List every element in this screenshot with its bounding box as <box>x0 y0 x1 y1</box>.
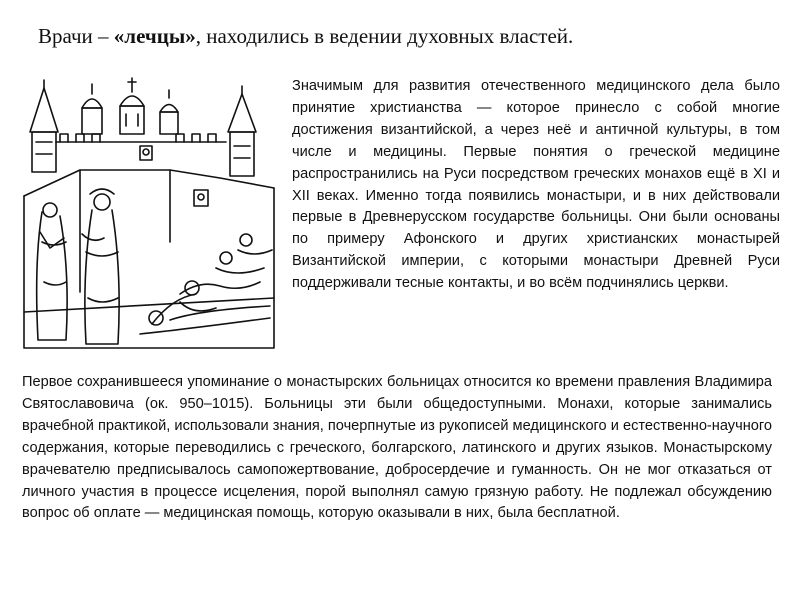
title-prefix: Врачи – <box>38 24 114 48</box>
monastery-hospital-illustration <box>20 62 278 350</box>
paragraph-christianity: Значимым для развития отечественного медицинского дела было принятие христианства — которое принесло с собой многие достижения византийской, а через неё и античной культуры, в том числе и медицины. Первые понятия о греческой медицине распространились на Руси посредством греческих монахов ещё в XI и XII веках. Именно тогда появились монастыри, и в них действовали первые в Древнерусском государстве больницы. Они были основаны по примеру Афонского и других христианских монастырей Византийской империи, с которыми монастыри Древней Руси поддерживали тесные контакты, и во всём подчинялись церкви. <box>292 78 780 292</box>
title-bold-term: «лечцы» <box>113 24 196 48</box>
kremlin-background <box>30 78 256 176</box>
patients-in-beds <box>140 234 272 334</box>
title-suffix: , находились в ведении духовных властей. <box>195 24 574 48</box>
paragraph-monastery-hospitals: Первое сохранившееся упоминание о монастырских больницах относится ко времени правления Владимира Святославовича (ок. 950–1015). Больницы эти были общедоступными. Монахи, которые занимались врачебной практикой, использовали знания, почерпнутые из рукописей медицинского и естественно-научного содержания, которые переводились с греческого, болгарского, латинского и других языков. Монастырскому врачевателю предписывалось самопожертвование, добросердечие и гуманность. Он не мог отказаться от личного участия в процессе исцеления, порой выполнял самую грязную работу. Не подлежал обсуждению вопрос об оплате — медицинская помощь, которую оказывали в них, была бесплатной. <box>22 374 772 522</box>
standing-monks <box>37 189 119 344</box>
slide-title <box>38 24 573 49</box>
